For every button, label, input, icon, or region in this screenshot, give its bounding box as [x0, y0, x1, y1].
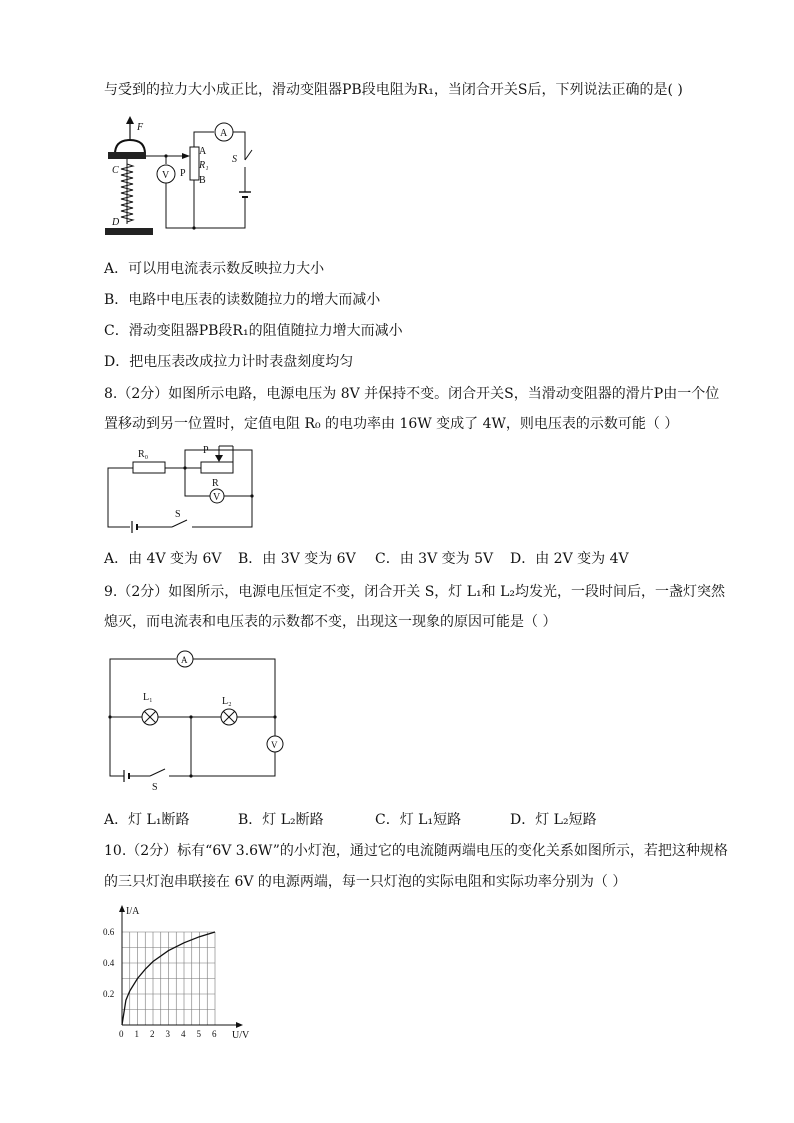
x-tick-label: 5 [196, 1029, 201, 1039]
q9-options [104, 810, 597, 830]
x-tick-label: 0 [119, 1029, 124, 1039]
q8-voltmeter: V [213, 492, 221, 503]
q8-label-R: R [212, 478, 219, 489]
q8-stem-line1: 8.（2分）如图所示电路，电源电压为 8V 并保持不变。闭合开关S，当滑动变阻器的滑片P由一个位 [104, 386, 720, 402]
y-tick-label: 0.6 [103, 927, 115, 937]
x-tick-label: 4 [181, 1029, 186, 1039]
q9-option-b: B．灯 L₂断路 [238, 812, 324, 828]
q7-label-A: A [199, 146, 207, 157]
q9-label-L1: L₁ [143, 692, 153, 703]
q9-option-a: A．灯 L₁断路 [104, 812, 190, 828]
y-tick-label: 0.2 [103, 989, 115, 999]
q9-ammeter: A [181, 655, 188, 665]
q9-switch-label: S [152, 782, 158, 793]
q7-label-P: P [180, 168, 186, 179]
y-axis-arrow [119, 905, 125, 912]
q9-option-d: D．灯 L₂短路 [510, 812, 597, 828]
q8-option-b: B．由 3V 变为 6V [238, 551, 356, 567]
q7-voltmeter: V [162, 170, 170, 181]
chart-x-axis-label: U/V [232, 1030, 250, 1041]
q7-label-F: F [137, 122, 144, 133]
q7-label-R1: R₁ [199, 160, 209, 171]
q8-label-R0: R₀ [138, 449, 149, 460]
q10-stem-line1: 10.（2分）标有“6V 3.6W”的小灯泡，通过它的电流随两端电压的变化关系如图所示，若把这种规格 [104, 843, 728, 859]
q9-voltmeter: V [271, 740, 278, 750]
q7-option-a: A．可以用电流表示数反映拉力大小 [104, 261, 325, 277]
q7-option-d: D．把电压表改成拉力计时表盘刻度均匀 [104, 354, 354, 370]
q8-label-P: P [203, 445, 209, 456]
q7-option-b: B．电路中电压表的读数随拉力的增大而减小 [104, 292, 381, 308]
q9-stem-line1: 9.（2分）如图所示，电源电压恒定不变，闭合开关 S，灯 L₁和 L₂均发光，一段时间后，一盏灯突然 [104, 584, 726, 600]
q8-switch-label: S [175, 509, 181, 520]
chart-y-axis-label: I/A [126, 906, 140, 917]
x-tick-label: 3 [165, 1029, 170, 1039]
q8-option-d: D．由 2V 变为 4V [510, 551, 629, 567]
chart-grid [122, 932, 215, 1025]
q8-option-c: C．由 3V 变为 5V [375, 551, 494, 567]
q7-label-B: B [199, 175, 206, 186]
q7-option-c: C．滑动变阻器PB段R₁的阻值随拉力增大而减小 [104, 323, 403, 339]
q8-figure [105, 444, 265, 534]
q8-stem-line2: 置移动到另一位置时，定值电阻 R₀ 的电功率由 16W 变成了 4W，则电压表的示数可能（ ） [104, 416, 679, 432]
q9-figure [105, 647, 285, 792]
q7-label-C: C [112, 165, 119, 176]
x-tick-label: 2 [150, 1029, 155, 1039]
y-tick-label: 0.4 [103, 958, 115, 968]
q10-chart [100, 900, 260, 1045]
x-tick-label: 6 [212, 1029, 217, 1039]
q8-options [104, 549, 629, 569]
q9-label-L2: L₂ [222, 696, 232, 707]
q7-stem: 与受到的拉力大小成正比，滑动变阻器PB段电阻为R₁，当闭合开关S后，下列说法正确的是( ) [104, 82, 683, 98]
chart-tick-labels [103, 927, 217, 1039]
q7-figure [100, 112, 300, 242]
x-axis-arrow [236, 1022, 243, 1028]
q8-option-a: A．由 4V 变为 6V [104, 551, 222, 567]
q9-stem-line2: 熄灭，而电流表和电压表的示数都不变，出现这一现象的原因可能是（ ） [104, 614, 557, 630]
q7-label-D: D [112, 217, 120, 228]
q9-option-c: C．灯 L₁短路 [375, 812, 462, 828]
q7-switch-label: S [232, 154, 237, 165]
x-tick-label: 1 [134, 1029, 139, 1039]
q10-stem-line2: 的三只灯泡串联接在 6V 的电源两端，每一只灯泡的实际电阻和实际功率分别为（ ） [104, 874, 627, 890]
q7-ammeter: A [220, 128, 228, 139]
